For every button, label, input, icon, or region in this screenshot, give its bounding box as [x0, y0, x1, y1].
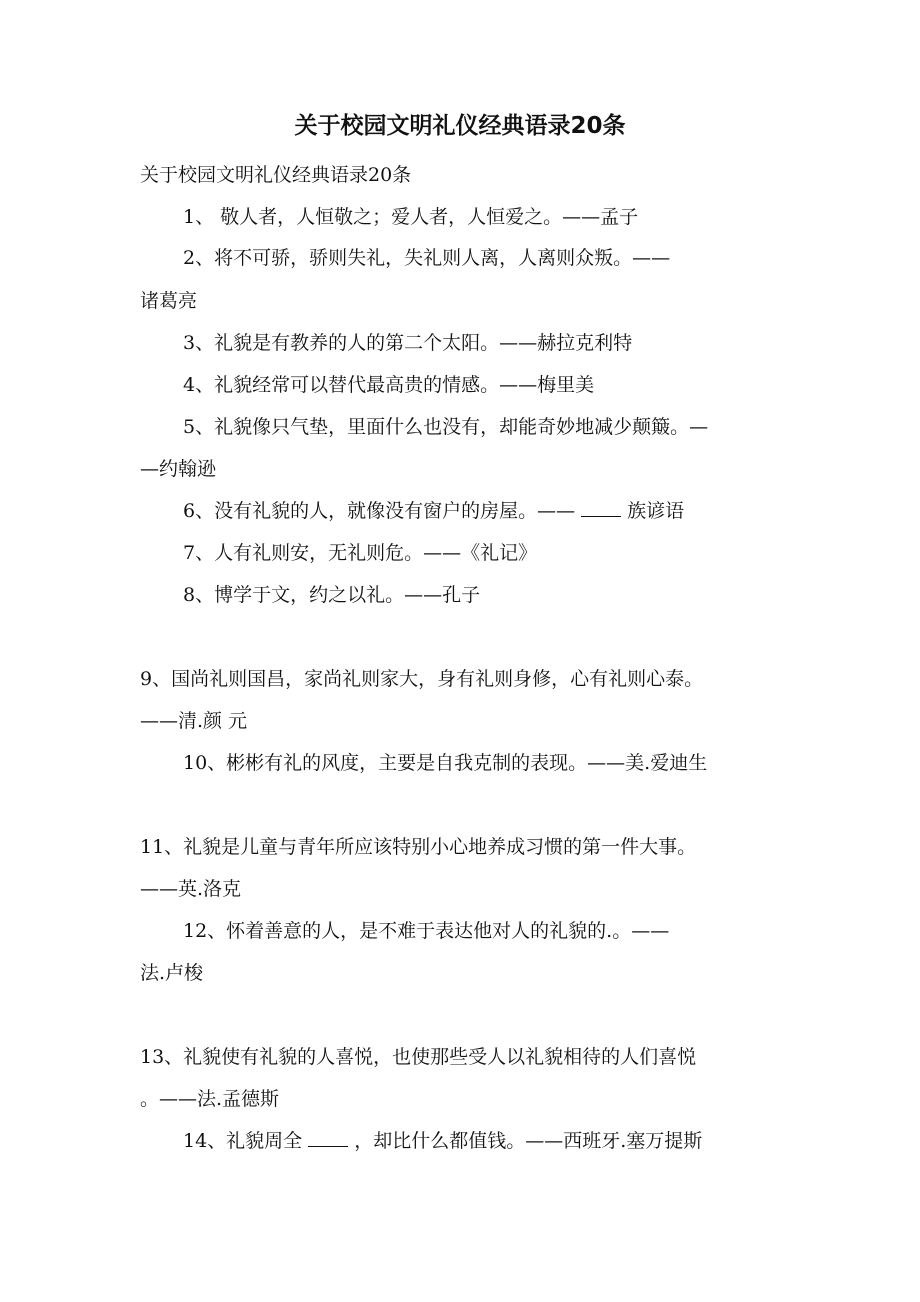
- quote-14: [183, 1126, 833, 1156]
- quote-8: 8、博学于文，约之以礼。——孔子: [183, 584, 481, 606]
- quote-12-line-1: 12、怀着善意的人，是不难于表达他对人的礼貌的.。——: [183, 920, 670, 942]
- quote-13-line-2: 。——法.孟德斯: [140, 1088, 280, 1110]
- quote-6: [183, 496, 833, 526]
- quote-11-line-2: ——英.洛克: [140, 878, 242, 900]
- quote-6-source: 族谚语: [627, 500, 685, 522]
- quote-9-line-1: 9、国尚礼则国昌，家尚礼则家大，身有礼则身修，心有礼则心泰。: [140, 668, 704, 690]
- quote-1: 1、 敬人者，人恒敬之；爱人者，人恒爱之。——孟子: [183, 206, 639, 228]
- quote-9-line-2: ——清.颜 元: [140, 710, 248, 732]
- quote-14-source: ，却比什么都值钱。——西班牙.塞万提斯: [354, 1130, 703, 1152]
- document-subtitle: 关于校园文明礼仪经典语录20条: [140, 164, 412, 186]
- quote-13-line-1: 13、礼貌使有礼貌的人喜悦，也使那些受人以礼貌相待的人们喜悦: [140, 1046, 697, 1068]
- quote-12-line-2: 法.卢梭: [140, 962, 204, 984]
- quote-11-line-1: 11、礼貌是儿童与青年所应该特别小心地养成习惯的第一件大事。: [140, 836, 697, 858]
- document-title: 关于校园文明礼仪经典语录20条: [294, 113, 626, 139]
- fill-blank: [308, 1128, 348, 1147]
- quote-6-text: 6、没有礼貌的人，就像没有窗户的房屋。——: [183, 500, 576, 522]
- quote-2-line-2: 诸葛亮: [140, 290, 198, 312]
- fill-blank: [581, 498, 621, 517]
- quote-7: 7、人有礼则安，无礼则危。——《礼记》: [183, 542, 538, 564]
- quote-4: 4、礼貌经常可以替代最高贵的情感。——梅里美: [183, 374, 595, 396]
- quote-3: 3、礼貌是有教养的人的第二个太阳。——赫拉克利特: [183, 332, 633, 354]
- quote-5-line-1: 5、礼貌像只气垫，里面什么也没有，却能奇妙地减少颠簸。—: [183, 416, 709, 438]
- quote-5-line-2: —约翰逊: [140, 458, 217, 480]
- quote-2-line-1: 2、将不可骄，骄则失礼，失礼则人离，人离则众叛。——: [183, 247, 671, 269]
- quote-14-text: 14、礼貌周全: [183, 1130, 303, 1152]
- quote-10: 10、彬彬有礼的风度，主要是自我克制的表现。——美.爱迪生: [183, 752, 708, 774]
